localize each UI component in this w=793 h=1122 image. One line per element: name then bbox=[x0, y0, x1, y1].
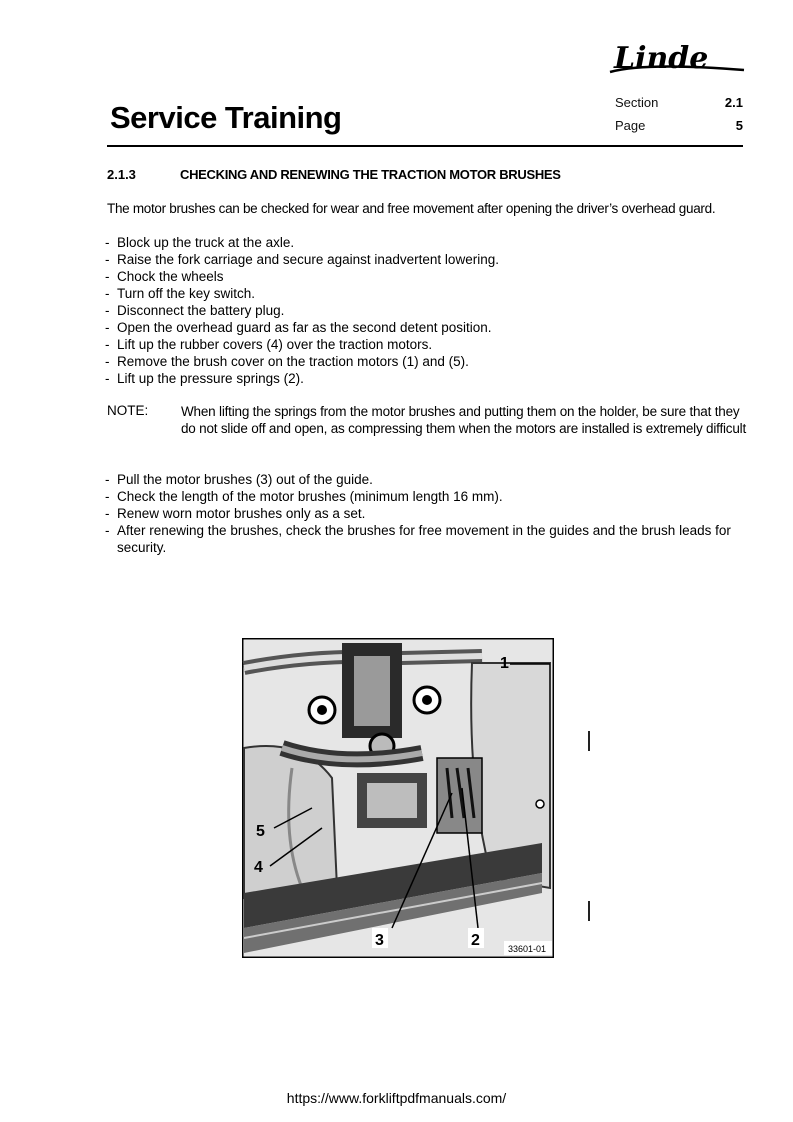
page-value: 5 bbox=[735, 118, 743, 133]
margin-mark bbox=[588, 901, 590, 921]
steps-list-2 bbox=[105, 471, 743, 556]
list-item: - Remove the brush cover on the traction motors (1) and (5). bbox=[105, 353, 743, 370]
callout-4: 4 bbox=[254, 859, 263, 876]
header-rule bbox=[107, 145, 743, 147]
section-number: 2.1.3 bbox=[107, 167, 136, 182]
callout-2: 2 bbox=[471, 932, 480, 949]
list-item: - Renew worn motor brushes only as a set. bbox=[105, 505, 743, 522]
logo-text: Linde bbox=[614, 41, 709, 76]
section-value: 2.1 bbox=[724, 95, 743, 110]
list-item: - Turn off the key switch. bbox=[105, 285, 743, 302]
list-item: - Check the length of the motor brushes (minimum length 16 mm). bbox=[105, 488, 743, 505]
figure-ref: 33601-01 bbox=[508, 944, 547, 954]
footer-url: https://www.forkliftpdfmanuals.com/ bbox=[286, 1090, 507, 1106]
list-item: - Chock the wheels bbox=[105, 268, 743, 285]
page-label: Page bbox=[615, 118, 646, 133]
section-title: CHECKING AND RENEWING THE TRACTION MOTOR BRUSHES bbox=[180, 167, 561, 182]
list-item: - Pull the motor brushes (3) out of the guide. bbox=[105, 471, 743, 488]
margin-mark bbox=[588, 731, 590, 751]
intro-paragraph: The motor brushes can be checked for wear and free movement after opening the driver’s overhead guard. bbox=[107, 201, 716, 216]
note-text: When lifting the springs from the motor brushes and putting them on the holder, be sure that they do not slide off and open, as compressing them when the motors are installed is extremely difficult bbox=[181, 404, 747, 436]
page-title: Service Training bbox=[110, 100, 342, 135]
steps-list bbox=[105, 234, 743, 387]
list-item: - Block up the truck at the axle. bbox=[105, 234, 743, 251]
section-label: Section bbox=[615, 95, 659, 110]
callout-5: 5 bbox=[256, 823, 265, 840]
callout-1: 1 bbox=[500, 655, 509, 672]
list-item: - Lift up the pressure springs (2). bbox=[105, 370, 743, 387]
traction-motor-figure bbox=[242, 638, 554, 958]
list-item: - After renewing the brushes, check the brushes for free movement in the guides and the brush leads for security. bbox=[105, 522, 743, 556]
linde-logo bbox=[606, 36, 748, 78]
list-item: - Open the overhead guard as far as the second detent position. bbox=[105, 319, 743, 336]
note-label: NOTE: bbox=[107, 403, 149, 418]
list-item: - Raise the fork carriage and secure against inadvertent lowering. bbox=[105, 251, 743, 268]
list-item: - Lift up the rubber covers (4) over the traction motors. bbox=[105, 336, 743, 353]
callout-3: 3 bbox=[375, 932, 384, 949]
list-item: - Disconnect the battery plug. bbox=[105, 302, 743, 319]
